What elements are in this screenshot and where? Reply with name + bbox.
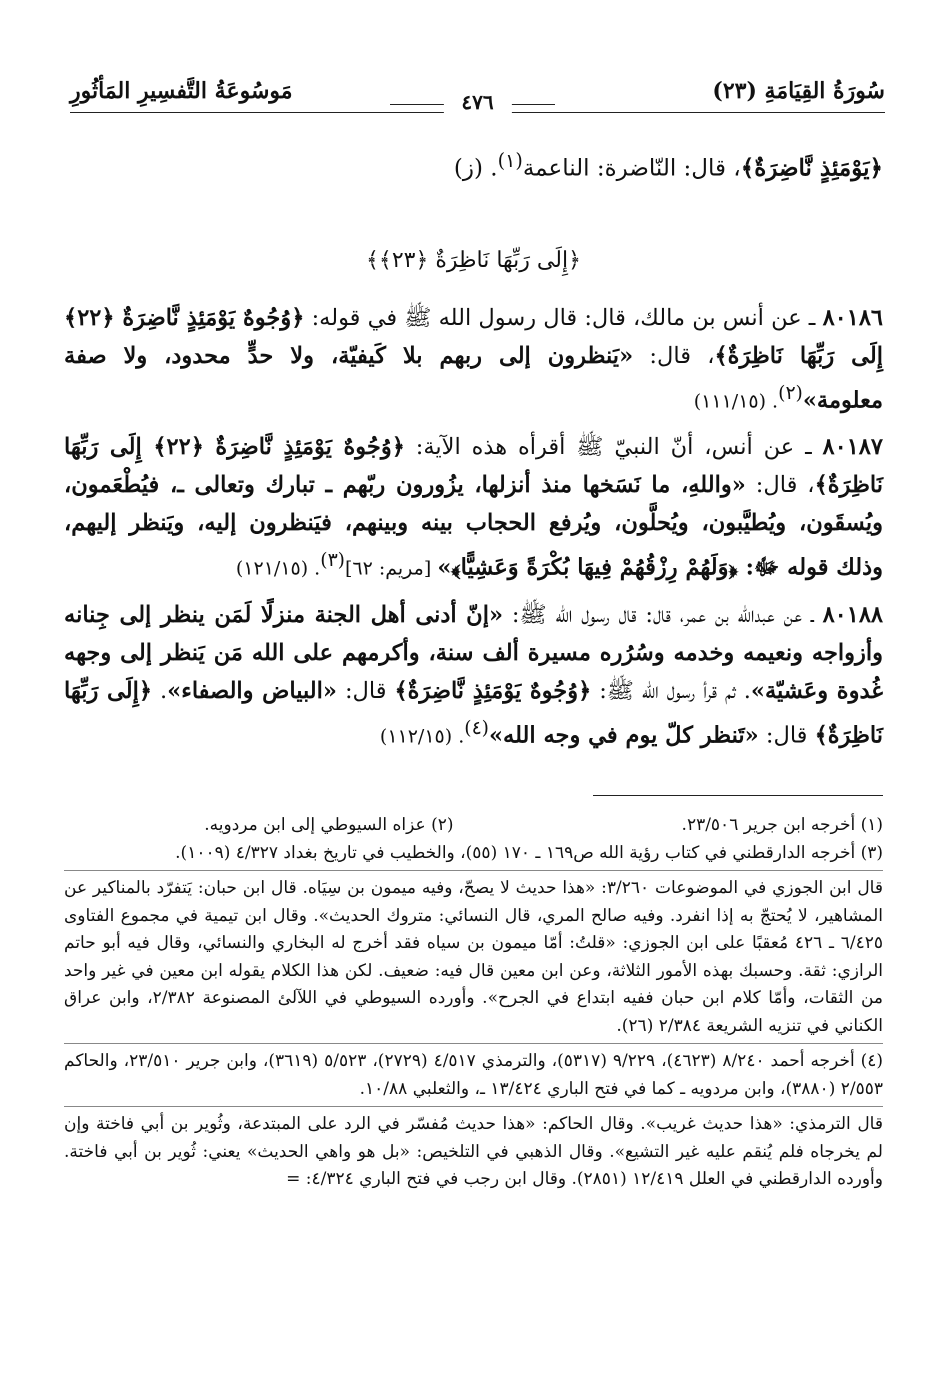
footnote-marker: (٤)	[464, 717, 489, 739]
continuation-line	[64, 140, 883, 190]
hadith-text: .	[152, 677, 168, 704]
line-text: ، قال: النّاضرة: الناعمة	[522, 155, 741, 182]
hadith-matn: «إنّ أدنى أهل الجنة منزلًا لَمَن ينظر إلى جِنانه وأزواجه ونعيمه وخدمه وسُرُره مسيرة ألف سنة، وأكرمهم على الله مَن يَنظر إلى وجهه غُدوة وعَشيّة»	[64, 601, 884, 704]
book-title: مَوسُوعَةُ التَّفسِيرِ المَأثُورِ	[70, 78, 293, 104]
footnote-marker: (٢)	[778, 382, 803, 404]
footnote-3: (٣) أخرجه الدارقطني في كتاب رؤية الله ص١٦٩ ـ ١٧٠ (٥٥)، والخطيب في تاريخ بغداد ٤/٣٢٧ (١٠٠٩).	[175, 842, 883, 863]
footnote-divider	[64, 870, 883, 871]
hadith-matn: «يَنظرون إلى ربهم بلا كَيفيّة، ولا حدٍّ محدود، ولا صفة معلومة»	[64, 342, 883, 414]
footnote-marker: (١)	[497, 149, 523, 172]
footnote-row	[64, 812, 883, 840]
hadith-matn: «واللهِ، ما نَسَخها منذ أنزلها، يزُورون ربّهم ـ تبارك وتعالى ـ، فيُطْعَمون، ويُسقَون، ويُطيَّبون، ويُحلَّون، ويُرفع الحجاب بينه وبينهم، فيَنظرون إليه، ويَنظر إليهم، وذلك قوله ﷻ:	[64, 472, 883, 581]
page-number: ٤٧٦	[443, 90, 511, 114]
hadith-matn: «البياض والصفاء»	[167, 677, 337, 704]
footnote-divider	[64, 1043, 883, 1044]
hadith-intro: ـ عن أنس، أنّ النبيّ ﷺ أقرأه هذه الآية:	[404, 434, 823, 461]
hadith-number: ٨٠١٨٧	[822, 434, 883, 461]
hadith-80188	[64, 596, 883, 756]
hadith-text: . ثم قرأ رسول الله ﷺ:	[591, 677, 751, 704]
surah-reference: [مريم: ٦٢]	[344, 557, 438, 580]
footnote-2: (٢) عزاه السيوطي إلى ابن مردويه.	[204, 815, 454, 835]
quran-verse: ﴿وُجُوهٌ يَوْمَئِذٍ نَّاضِرَةٌ ﴿٢٢﴾ إِلَى رَبِّهَا نَاظِرَةٌ﴾	[64, 304, 884, 369]
quran-verse: ﴿وَلَهُمْ رِزْقُهُمْ فِيهَا بُكْرَةً وَعَشِيًّا﴾»	[437, 554, 738, 581]
quran-verse: ﴿يَوْمَئِذٍ نَّاضِرَةٌ﴾	[740, 154, 883, 182]
footnote-4-commentary: قال الترمذي: «هذا حديث غريب». وقال الحاكم: «هذا حديث مُفسّر في الرد على المبتدعة، وثُوير بن أبي فاختة وإن لم يخرجاه فلم يُنقم عليه غير التشيع». وقال الذهبي في التلخيص: «بل هو واهي الحديث» يعني: ثُوير بن أبي فاختة. وأورده الدارقطني في العلل ١٢/٤١٩ (٢٨٥١). وقال ابن رجب في فتح الباري ٤/٣٢٤: =	[64, 1114, 883, 1189]
hadith-number: ٨٠١٨٨	[822, 601, 884, 628]
line-tail: . (ز)	[453, 155, 498, 182]
footnote-4: (٤) أخرجه أحمد ٨/٢٤٠ (٤٦٢٣)، ٩/٢٢٩ (٥٣١٧)، والترمذي ٤/٥١٧ (٢٧٢٩)، ٥/٥٢٣ (٣٦١٩)، وابن جرير ٢٣/٥١٠، والحاكم ٢/٥٥٣ (٣٨٨٠)، وابن مردويه ـ كما في فتح الباري ١٣/٤٢٤ ـ، والثعلبي ١٠/٨٨.	[64, 1051, 884, 1099]
quran-verse: ﴿وُجُوهٌ يَوْمَئِذٍ نَّاضِرَةٌ﴾	[394, 677, 592, 704]
footnote-divider	[64, 1106, 883, 1107]
hadith-intro: ـ عن عبدالله بن عمر، قال: قال رسول الله ﷺ:	[503, 601, 823, 628]
ayah-heading: ﴿إِلَى رَبِّهَا نَاظِرَةٌ ﴿٢٣﴾﴾	[366, 247, 581, 273]
footnote-marker: (٣)	[320, 550, 345, 572]
hadith-number: ٨٠١٨٦	[822, 304, 883, 331]
hadith-text: ، قال:	[745, 472, 815, 499]
hadith-intro: ـ عن أنس بن مالك، قال: قال رسول الله ﷺ في قوله:	[304, 304, 823, 331]
hadith-text: ، قال:	[633, 342, 715, 369]
volume-reference: . (١١٢/١٥)	[379, 725, 465, 748]
main-text	[64, 140, 883, 763]
quran-verse: ﴿إِلَى رَبِّهَا نَاظِرَةٌ﴾	[64, 677, 883, 749]
hadith-80186	[64, 299, 883, 421]
hadith-text: قال:	[758, 722, 815, 749]
hadith-80187	[64, 428, 883, 588]
surah-title: سُورَةُ القِيَامَةِ (٢٣)	[712, 78, 885, 104]
volume-reference: . (١١١/١٥)	[693, 390, 779, 413]
footnotes	[64, 812, 883, 1194]
footnote-separator	[593, 795, 883, 796]
footnote-1: (١) أخرجه ابن جرير ٢٣/٥٠٦.	[681, 815, 883, 835]
volume-reference: . (١٢١/١٥)	[235, 557, 321, 580]
hadith-text: قال:	[336, 677, 395, 704]
hadith-matn: «تَنظر كلّ يوم في وجه الله»	[488, 722, 759, 749]
footnote-3-commentary: قال ابن الجوزي في الموضوعات ٣/٢٦٠: «هذا حديث لا يصحّ، وفيه ميمون بن سِيَاه. قال ابن حبان: يَتفرّد بالمناكير عن المشاهير، لا يُحتجّ به إذا انفرد. وفيه صالح المري، قال النسائي: متروك الحديث». وقال ابن تيمية في مجموع الفتاوى ٦/٤٢٥ ـ ٤٢٦ مُعقبًا على ابن الجوزي: «قلتُ: أمّا ميمون بن سياه فقد أخرج له البخاري والنسائي، وقال فيه أبو حاتم الرازي: ثقة. وحسبك بهذه الأمور الثلاثة، وعن ابن معين قال فيه: ضعيف. لكن هذا الكلام يقوله ابن معين في غير واحد من الثقات، وأمّا كلام ابن حبان ففيه ابتداع في الجرح». وأورده السيوطي في اللآلئ المصنوعة ٢/٣٨٢، وابن عراق الكناني في تنزيه الشريعة ٢/٣٨٤ (٢٦).	[64, 878, 884, 1036]
quran-verse: ﴿وُجُوهٌ يَوْمَئِذٍ نَّاضِرَةٌ ﴿٢٢﴾ إِلَى رَبِّهَا نَاظِرَةٌ﴾	[64, 434, 883, 499]
